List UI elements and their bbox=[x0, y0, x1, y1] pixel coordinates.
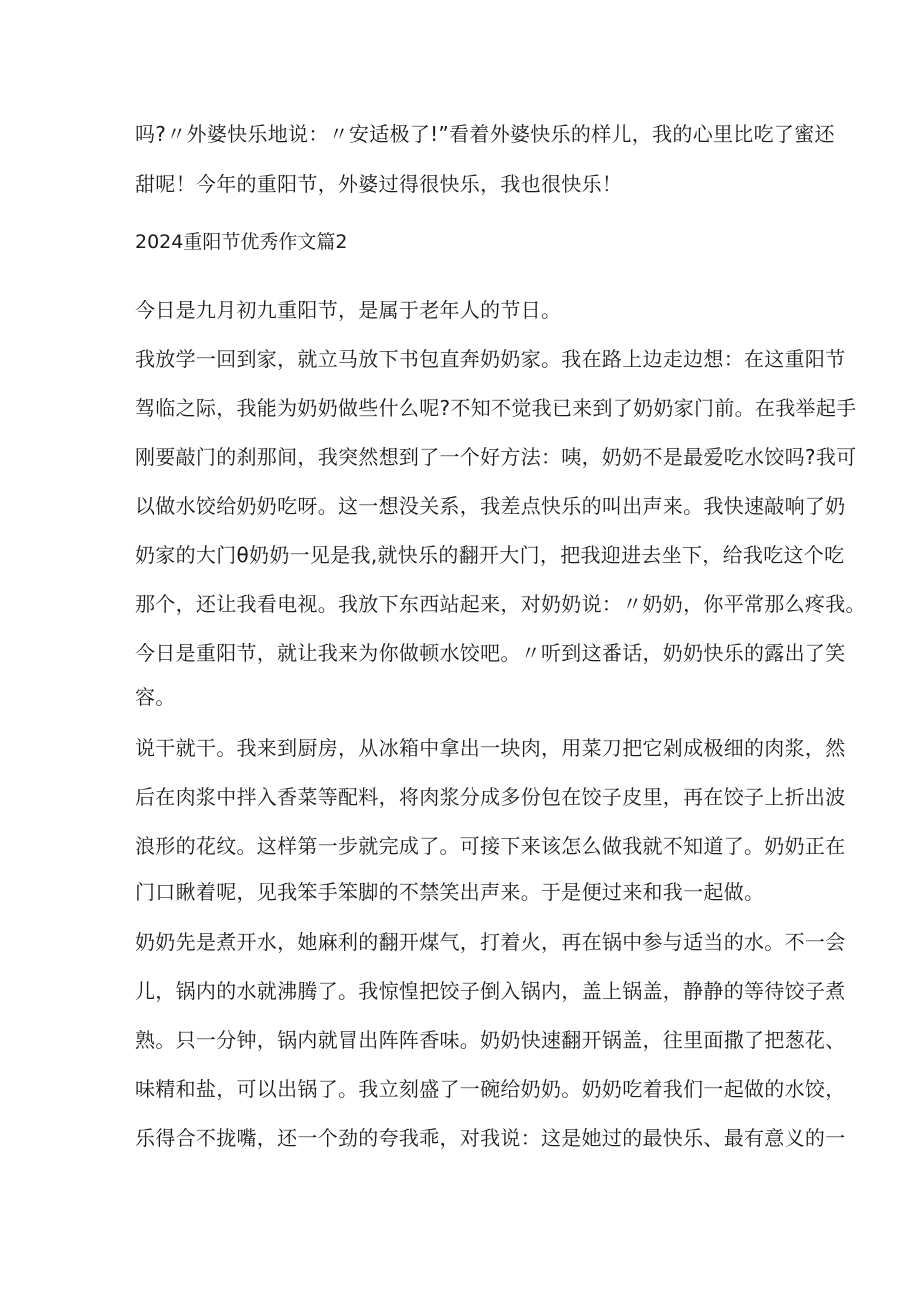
text-line: 浪形的花纹。这样第一步就完成了。可接下来该怎么做我就不知道了。奶奶正在 bbox=[135, 834, 846, 858]
text-line: 说干就干。我来到厨房，从冰箱中拿出一块肉，用菜刀把它剁成极细的肉浆，然 bbox=[135, 736, 846, 760]
text-line: 后在肉浆中拌入香菜等配料，将肉浆分成多份包在饺子皮里，再在饺子上折出波 bbox=[135, 785, 846, 809]
text-line: 奶奶先是煮开水，她麻利的翻开煤气，打着火，再在锅中参与适当的水。不一会 bbox=[135, 930, 846, 954]
text-line: 今日是九月初九重阳节，是属于老年人的节日。 bbox=[135, 298, 562, 322]
text-line: 今日是重阳节，就让我来为你做顿水饺吧。〃听到这番话，奶奶快乐的露出了笑 bbox=[135, 641, 846, 665]
section-heading: 2024重阳节优秀作文篇2 bbox=[135, 231, 348, 253]
text-line: 味精和盐，可以出锅了。我立刻盛了一碗给奶奶。奶奶吃着我们一起做的水饺， bbox=[135, 1077, 846, 1101]
text-line: 吗?〃外婆快乐地说：〃安适极了!”看着外婆快乐的样儿，我的心里比吃了蜜还 bbox=[135, 122, 835, 146]
text-line: 我放学一回到家，就立马放下书包直奔奶奶家。我在路上边走边想：在这重阳节 bbox=[135, 347, 846, 371]
text-line: 儿，锅内的水就沸腾了。我惊惶把饺子倒入锅内，盖上锅盖，静静的等待饺子煮 bbox=[135, 979, 846, 1003]
text-line: 容。 bbox=[135, 685, 176, 709]
text-line: 甜呢！今年的重阳节，外婆过得很快乐，我也很快乐！ bbox=[135, 172, 623, 196]
text-line: 乐得合不拢嘴，还一个劲的夸我乖，对我说：这是她过的最快乐、最有意义的一 bbox=[135, 1126, 846, 1150]
text-line: 奶家的大门θ奶奶一见是我,就快乐的翻开大门，把我迎进去坐下，给我吃这个吃 bbox=[135, 543, 845, 567]
text-line: 门口瞅着呢，见我笨手笨脚的不禁笑出声来。于是便过来和我一起做。 bbox=[135, 880, 765, 904]
text-line: 那个，还让我看电视。我放下东西站起来，对奶奶说：〃奶奶，你平常那么疼我。 bbox=[135, 592, 866, 616]
text-line: 以做水饺给奶奶吃呀。这一想没关系，我差点快乐的叫出声来。我快速敲响了奶 bbox=[135, 494, 846, 518]
text-line: 驾临之际，我能为奶奶做些什么呢?不知不觉我已来到了奶奶家门前。在我举起手 bbox=[135, 396, 857, 420]
text-line: 熟。只一分钟，锅内就冒出阵阵香味。奶奶快速翻开锅盖，往里面撒了把葱花、 bbox=[135, 1028, 846, 1052]
text-line: 刚要敲门的刹那间，我突然想到了一个好方法：咦，奶奶不是最爱吃水饺吗?我可 bbox=[135, 445, 857, 469]
